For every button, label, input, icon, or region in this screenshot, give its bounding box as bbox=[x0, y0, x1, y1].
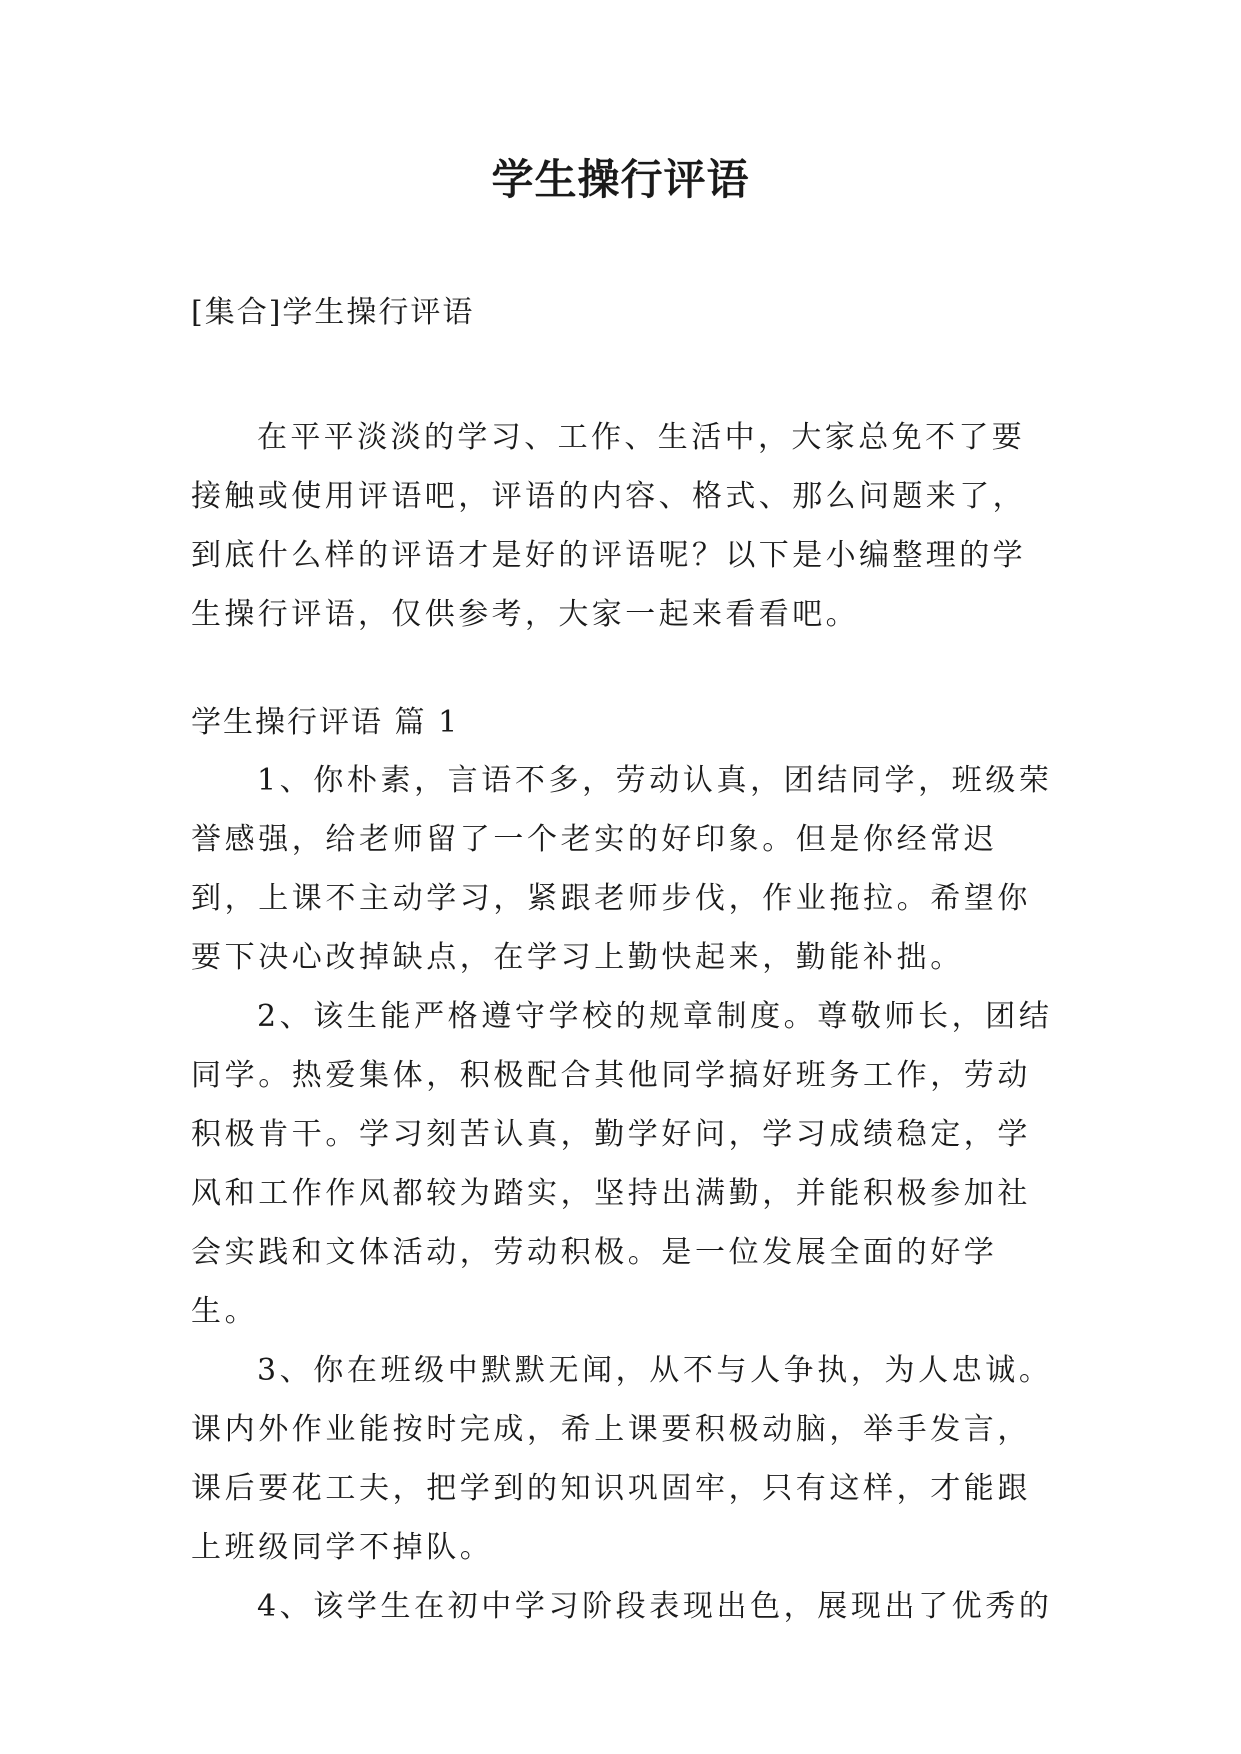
document-subtitle: [集合]学生操行评语 bbox=[191, 295, 475, 330]
comment-item-3: 3、你在班级中默默无闻，从不与人争执，为人忠诚。课内外作业能按时完成，希上课要积极动脑，举手发言，课后要花工夫，把学到的知识巩固牢，只有这样，才能跟上班级同学不掉队。 bbox=[191, 1353, 1053, 1565]
section-heading: 学生操行评语 篇 1 bbox=[191, 705, 460, 740]
intro-paragraph: 在平平淡淡的学习、工作、生活中，大家总免不了要接触或使用评语吧，评语的内容、格式、那么问题来了，到底什么样的评语才是好的评语呢？以下是小编整理的学生操行评语，仅供参考，大家一起来看看吧。 bbox=[191, 420, 1026, 632]
comment-list bbox=[191, 751, 1057, 1636]
comment-item-1: 1、你朴素，言语不多，劳动认真，团结同学，班级荣誉感强，给老师留了一个老实的好印象。但是你经常迟到，上课不主动学习，紧跟老师步伐，作业拖拉。希望你要下决心改掉缺点，在学习上勤快起来，勤能补拙。 bbox=[191, 763, 1053, 975]
comment-item-4: 4、该学生在初中学习阶段表现出色，展现出了优秀的 bbox=[257, 1589, 1053, 1624]
comment-item-2: 2、该生能严格遵守学校的规章制度。尊敬师长，团结同学。热爱集体，积极配合其他同学搞好班务工作，劳动积极肯干。学习刻苦认真，勤学好问，学习成绩稳定，学风和工作作风都较为踏实，坚持出满勤，并能积极参加社会实践和文体活动，劳动积极。是一位发展全面的好学生。 bbox=[191, 999, 1053, 1329]
page-title: 学生操行评语 bbox=[491, 155, 750, 204]
